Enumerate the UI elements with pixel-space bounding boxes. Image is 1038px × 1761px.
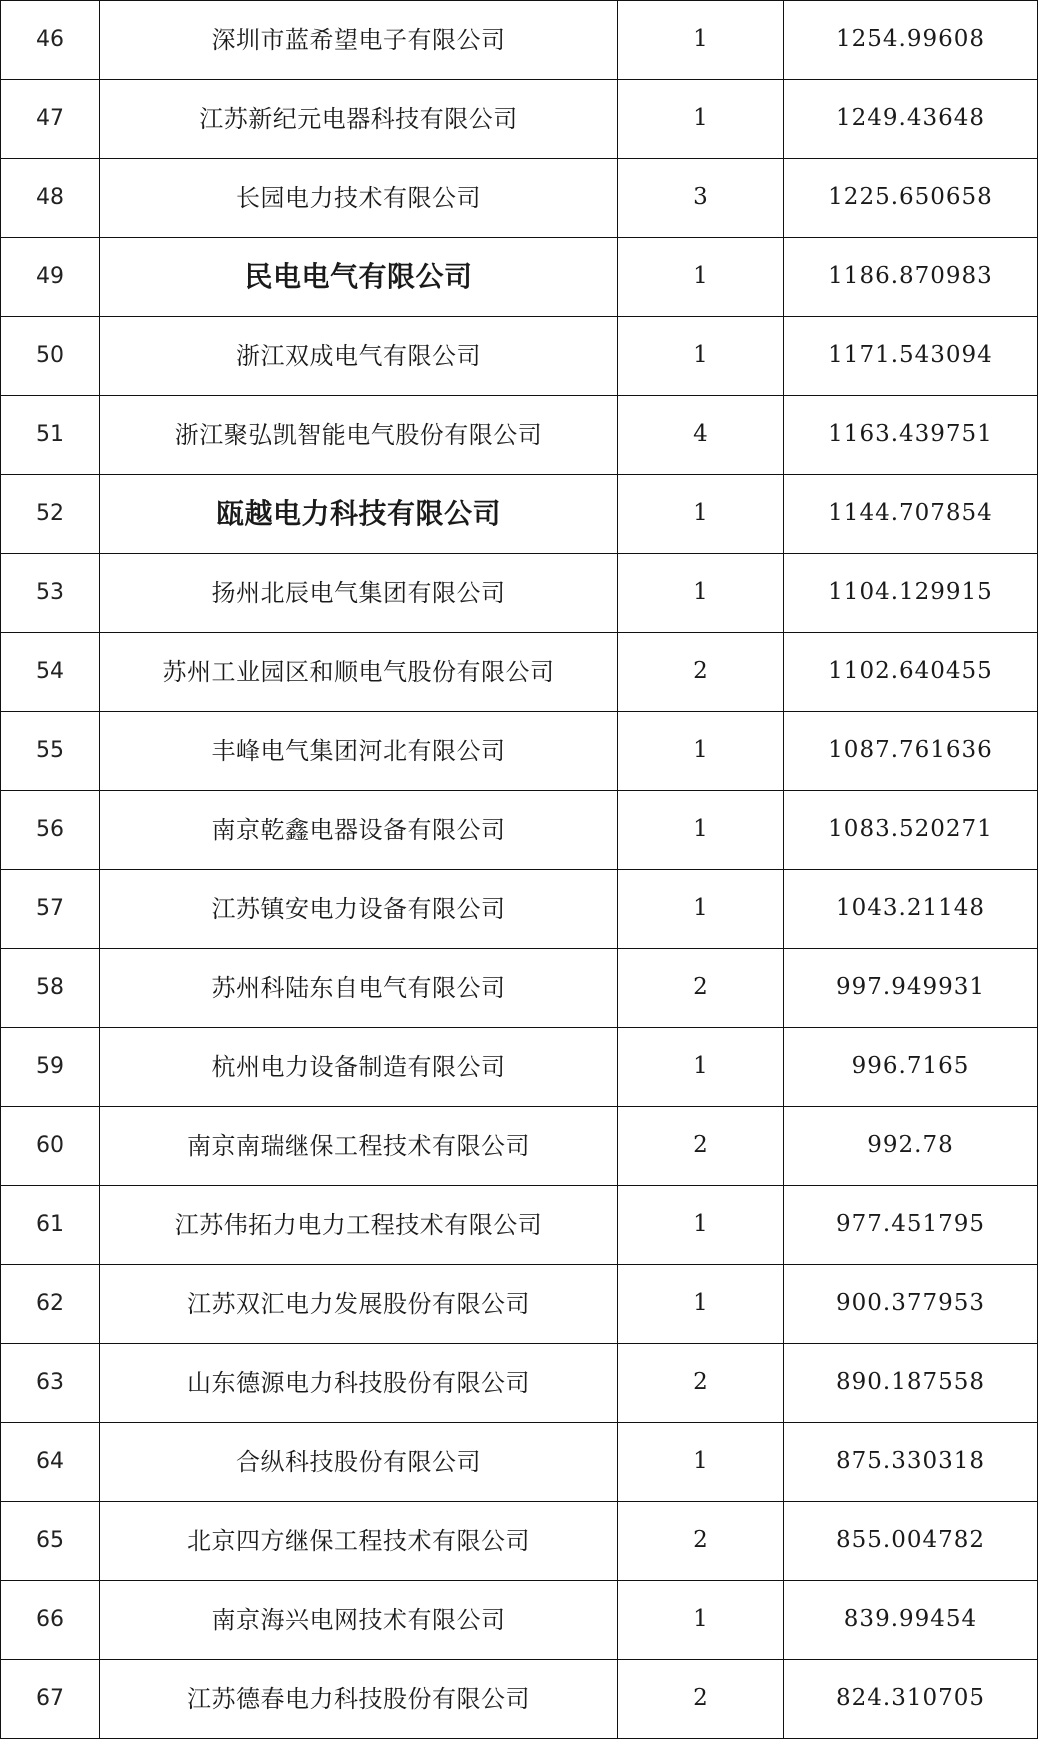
amount-cell: 1102.640455 xyxy=(784,633,1038,712)
table-row xyxy=(1,1265,1038,1344)
rank-cell: 56 xyxy=(1,791,100,870)
rank-cell: 65 xyxy=(1,1502,100,1581)
table-row xyxy=(1,1107,1038,1186)
count-cell: 1 xyxy=(618,712,784,791)
company-name-cell: 杭州电力设备制造有限公司 xyxy=(100,1028,618,1107)
count-cell: 1 xyxy=(618,1,784,80)
amount-cell: 1144.707854 xyxy=(784,475,1038,554)
rank-cell: 46 xyxy=(1,1,100,80)
rank-cell: 61 xyxy=(1,1186,100,1265)
company-name-cell: 丰峰电气集团河北有限公司 xyxy=(100,712,618,791)
count-cell: 1 xyxy=(618,791,784,870)
company-name-cell: 民电电气有限公司 xyxy=(100,238,618,317)
company-name-cell: 江苏德春电力科技股份有限公司 xyxy=(100,1660,618,1739)
company-name-cell: 苏州工业园区和顺电气股份有限公司 xyxy=(100,633,618,712)
count-cell: 1 xyxy=(618,1581,784,1660)
company-name-cell: 长园电力技术有限公司 xyxy=(100,159,618,238)
count-cell: 1 xyxy=(618,1423,784,1502)
amount-cell: 1225.650658 xyxy=(784,159,1038,238)
rank-cell: 63 xyxy=(1,1344,100,1423)
amount-cell: 1186.870983 xyxy=(784,238,1038,317)
rank-cell: 47 xyxy=(1,80,100,159)
amount-cell: 1163.439751 xyxy=(784,396,1038,475)
count-cell: 1 xyxy=(618,870,784,949)
amount-cell: 1104.129915 xyxy=(784,554,1038,633)
count-cell: 3 xyxy=(618,159,784,238)
table-row xyxy=(1,870,1038,949)
company-name-cell: 山东德源电力科技股份有限公司 xyxy=(100,1344,618,1423)
table-row xyxy=(1,1344,1038,1423)
rank-cell: 54 xyxy=(1,633,100,712)
company-name-cell: 江苏伟拓力电力工程技术有限公司 xyxy=(100,1186,618,1265)
count-cell: 1 xyxy=(618,317,784,396)
rank-cell: 57 xyxy=(1,870,100,949)
amount-cell: 1087.761636 xyxy=(784,712,1038,791)
company-name-cell: 南京乾鑫电器设备有限公司 xyxy=(100,791,618,870)
amount-cell: 1249.43648 xyxy=(784,80,1038,159)
rank-cell: 58 xyxy=(1,949,100,1028)
table-row xyxy=(1,949,1038,1028)
rank-cell: 51 xyxy=(1,396,100,475)
company-name-cell: 江苏新纪元电器科技有限公司 xyxy=(100,80,618,159)
amount-cell: 839.99454 xyxy=(784,1581,1038,1660)
table-row xyxy=(1,80,1038,159)
amount-cell: 977.451795 xyxy=(784,1186,1038,1265)
count-cell: 2 xyxy=(618,949,784,1028)
company-name-cell: 江苏镇安电力设备有限公司 xyxy=(100,870,618,949)
table-row xyxy=(1,791,1038,870)
table-row xyxy=(1,396,1038,475)
count-cell: 2 xyxy=(618,1502,784,1581)
company-name-cell: 深圳市蓝希望电子有限公司 xyxy=(100,1,618,80)
count-cell: 1 xyxy=(618,1265,784,1344)
company-name-cell: 南京南瑞继保工程技术有限公司 xyxy=(100,1107,618,1186)
amount-cell: 992.78 xyxy=(784,1107,1038,1186)
count-cell: 2 xyxy=(618,1107,784,1186)
rank-cell: 48 xyxy=(1,159,100,238)
table-row xyxy=(1,633,1038,712)
table-row xyxy=(1,1423,1038,1502)
rank-cell: 59 xyxy=(1,1028,100,1107)
rank-cell: 55 xyxy=(1,712,100,791)
amount-cell: 1083.520271 xyxy=(784,791,1038,870)
rank-cell: 62 xyxy=(1,1265,100,1344)
amount-cell: 1254.99608 xyxy=(784,1,1038,80)
count-cell: 1 xyxy=(618,1028,784,1107)
table-row xyxy=(1,1186,1038,1265)
count-cell: 2 xyxy=(618,633,784,712)
table-row xyxy=(1,317,1038,396)
company-name-cell: 合纵科技股份有限公司 xyxy=(100,1423,618,1502)
amount-cell: 997.949931 xyxy=(784,949,1038,1028)
count-cell: 1 xyxy=(618,475,784,554)
table-row xyxy=(1,1,1038,80)
count-cell: 1 xyxy=(618,238,784,317)
amount-cell: 900.377953 xyxy=(784,1265,1038,1344)
count-cell: 1 xyxy=(618,80,784,159)
amount-cell: 1171.543094 xyxy=(784,317,1038,396)
table-row xyxy=(1,1028,1038,1107)
table-row xyxy=(1,1660,1038,1739)
company-name-cell: 扬州北辰电气集团有限公司 xyxy=(100,554,618,633)
amount-cell: 855.004782 xyxy=(784,1502,1038,1581)
company-name-cell: 瓯越电力科技有限公司 xyxy=(100,475,618,554)
company-name-cell: 北京四方继保工程技术有限公司 xyxy=(100,1502,618,1581)
rank-cell: 64 xyxy=(1,1423,100,1502)
table-row xyxy=(1,554,1038,633)
rank-cell: 60 xyxy=(1,1107,100,1186)
table-row xyxy=(1,475,1038,554)
rank-cell: 66 xyxy=(1,1581,100,1660)
table-row xyxy=(1,1581,1038,1660)
rank-cell: 50 xyxy=(1,317,100,396)
amount-cell: 1043.21148 xyxy=(784,870,1038,949)
amount-cell: 996.7165 xyxy=(784,1028,1038,1107)
table-row xyxy=(1,238,1038,317)
count-cell: 1 xyxy=(618,1186,784,1265)
amount-cell: 890.187558 xyxy=(784,1344,1038,1423)
count-cell: 2 xyxy=(618,1344,784,1423)
company-name-cell: 苏州科陆东自电气有限公司 xyxy=(100,949,618,1028)
table-body xyxy=(1,1,1038,1739)
company-name-cell: 浙江聚弘凯智能电气股份有限公司 xyxy=(100,396,618,475)
count-cell: 4 xyxy=(618,396,784,475)
table-row xyxy=(1,712,1038,791)
company-name-cell: 浙江双成电气有限公司 xyxy=(100,317,618,396)
company-name-cell: 江苏双汇电力发展股份有限公司 xyxy=(100,1265,618,1344)
rank-cell: 67 xyxy=(1,1660,100,1739)
table-row xyxy=(1,159,1038,238)
rank-cell: 52 xyxy=(1,475,100,554)
rank-cell: 49 xyxy=(1,238,100,317)
count-cell: 1 xyxy=(618,554,784,633)
rank-cell: 53 xyxy=(1,554,100,633)
company-name-cell: 南京海兴电网技术有限公司 xyxy=(100,1581,618,1660)
amount-cell: 824.310705 xyxy=(784,1660,1038,1739)
table-row xyxy=(1,1502,1038,1581)
count-cell: 2 xyxy=(618,1660,784,1739)
amount-cell: 875.330318 xyxy=(784,1423,1038,1502)
